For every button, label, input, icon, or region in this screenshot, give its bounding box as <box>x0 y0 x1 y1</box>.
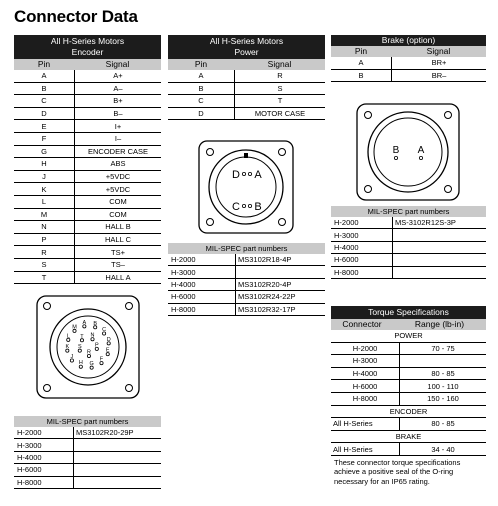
connector-cell: All H-Series <box>331 418 400 431</box>
pin-cell: T <box>14 271 75 284</box>
signal-cell: A+ <box>75 70 162 82</box>
pin-cell: F <box>14 132 75 145</box>
connector-cell: H-4000 <box>331 367 400 380</box>
torque-section-label: BRAKE <box>331 430 486 443</box>
signal-cell: BR– <box>392 69 487 82</box>
torque-col-header <box>331 319 486 330</box>
connector-cell: H-3000 <box>331 355 400 368</box>
col-signal: Signal <box>426 46 451 56</box>
mil-spec-row <box>331 254 486 266</box>
connector-pin-label: A <box>82 319 87 326</box>
pin-cell: R <box>14 246 75 259</box>
model-cell: H-4000 <box>14 451 74 463</box>
signal-cell: HALL A <box>75 271 162 284</box>
pin-cell: N <box>14 221 75 234</box>
brake-pin-table <box>331 57 486 82</box>
encoder-mil-spec <box>14 416 161 489</box>
part-number-cell <box>74 464 162 476</box>
mil-spec-row <box>168 254 325 266</box>
torque-row <box>331 342 486 355</box>
col-pin: Pin <box>194 59 208 69</box>
power-pin-row <box>168 82 325 95</box>
connector-pin-label: R <box>86 349 91 356</box>
torque-section-label: ENCODER <box>331 405 486 418</box>
connector-cell: H-8000 <box>331 392 400 405</box>
power-col-header <box>168 59 325 70</box>
signal-cell: I+ <box>75 120 162 133</box>
signal-cell: ABS <box>75 158 162 171</box>
connector-pin-label: C <box>102 327 107 334</box>
model-cell: H-6000 <box>331 254 393 266</box>
signal-cell: ENCODER CASE <box>75 145 162 158</box>
brake-mil-table <box>331 217 486 279</box>
torque-row <box>331 380 486 393</box>
connector-pin-label: N <box>90 332 95 339</box>
pin-cell: B <box>331 69 392 82</box>
col-pin: Pin <box>354 46 368 56</box>
mil-spec-row <box>331 241 486 253</box>
pin-cell: C <box>168 95 235 108</box>
brake-mil-title: MIL-SPEC part numbers <box>331 206 486 217</box>
signal-cell: BR+ <box>392 57 487 69</box>
part-number-cell: MS3102R20-4P <box>236 278 326 290</box>
torque-row <box>331 392 486 405</box>
brake-pin-row <box>331 57 486 69</box>
connector-pin-label: T <box>80 333 84 340</box>
power-mil-spec <box>168 243 325 316</box>
pin-cell: H <box>14 158 75 171</box>
mil-spec-row <box>14 439 161 451</box>
connector-pin-label: A <box>417 145 425 156</box>
power-mil-table <box>168 254 325 316</box>
brake-pin-row <box>331 69 486 82</box>
encoder-header-line1: All H-Series Motors <box>50 36 125 46</box>
signal-cell: S <box>235 82 326 95</box>
power-mil-title: MIL-SPEC part numbers <box>168 243 325 254</box>
mil-spec-row <box>14 427 161 439</box>
signal-cell: HALL B <box>75 221 162 234</box>
encoder-pin-row <box>14 170 161 183</box>
col-pin: Pin <box>37 59 51 69</box>
signal-cell: B+ <box>75 95 162 108</box>
signal-cell: +5VDC <box>75 170 162 183</box>
connector-cell: H-6000 <box>331 380 400 393</box>
model-cell: H-8000 <box>331 266 393 278</box>
model-cell: H-8000 <box>168 303 236 315</box>
range-cell: 80 - 85 <box>400 367 487 380</box>
brake-col-header <box>331 46 486 57</box>
part-number-cell <box>393 229 487 241</box>
encoder-pin-row <box>14 258 161 271</box>
part-number-cell: MS-3102R12S-3P <box>393 217 487 229</box>
connector-pin <box>248 204 251 207</box>
brake-header: Brake (option) <box>331 35 486 46</box>
part-number-cell <box>393 254 487 266</box>
col-range: Range (lb-in) <box>414 319 465 329</box>
pin-cell: K <box>14 183 75 196</box>
part-number-cell <box>393 266 487 278</box>
torque-section-label: POWER <box>331 330 486 342</box>
pin-cell: B <box>14 82 75 95</box>
part-number-cell: MS3102R18-4P <box>236 254 326 266</box>
connector-pin-label: A <box>254 169 262 181</box>
torque-note: These connector torque specifications achieve a positive seal of the O-ring necessary for an IP65 rating. <box>334 457 461 486</box>
signal-cell: +5VDC <box>75 183 162 196</box>
connector-pin <box>248 172 251 175</box>
power-header-line1: All H-Series Motors <box>209 36 284 46</box>
encoder-pin-row <box>14 158 161 171</box>
signal-cell: TS+ <box>75 246 162 259</box>
pin-cell: J <box>14 170 75 183</box>
signal-cell: B– <box>75 107 162 120</box>
model-cell: H-3000 <box>331 229 393 241</box>
power-pin-table <box>168 70 325 120</box>
mil-spec-row <box>168 266 325 278</box>
signal-cell: MOTOR CASE <box>235 107 326 120</box>
mil-spec-row <box>168 291 325 303</box>
model-cell: H-4000 <box>168 278 236 290</box>
torque-section-row <box>331 330 486 342</box>
connector-pin-label: C <box>232 201 240 213</box>
part-number-cell <box>393 241 487 253</box>
torque-row <box>331 443 486 456</box>
encoder-header <box>14 35 161 59</box>
signal-cell: COM <box>75 208 162 221</box>
connector-pin-label: G <box>89 361 94 368</box>
connector-pin-label: B <box>392 145 400 156</box>
brake-mil-spec <box>331 206 486 279</box>
signal-cell: HALL C <box>75 233 162 246</box>
encoder-pin-row <box>14 107 161 120</box>
part-number-cell <box>74 451 162 463</box>
connector-pin-label: B <box>93 320 98 327</box>
connector-pin <box>394 156 397 159</box>
encoder-mil-title: MIL-SPEC part numbers <box>14 416 161 427</box>
mil-spec-row <box>331 266 486 278</box>
col-signal: Signal <box>105 59 130 69</box>
encoder-pin-row <box>14 221 161 234</box>
encoder-col-header <box>14 59 161 70</box>
signal-cell: R <box>235 70 326 82</box>
model-cell: H-2000 <box>331 217 393 229</box>
pin-cell: S <box>14 258 75 271</box>
range-cell: 150 - 160 <box>400 392 487 405</box>
model-cell: H-8000 <box>14 476 74 488</box>
pin-cell: P <box>14 233 75 246</box>
torque-table <box>331 330 486 456</box>
mil-spec-row <box>331 217 486 229</box>
part-number-cell <box>74 476 162 488</box>
connector-pin <box>242 172 245 175</box>
model-cell: H-3000 <box>168 266 236 278</box>
range-cell: 34 - 40 <box>400 443 487 456</box>
part-number-cell <box>236 266 326 278</box>
mil-spec-row <box>14 464 161 476</box>
connector-cell: All H-Series <box>331 443 400 456</box>
encoder-pin-row <box>14 145 161 158</box>
pin-cell: E <box>14 120 75 133</box>
model-cell: H-2000 <box>168 254 236 266</box>
encoder-connector-drawing <box>36 294 140 400</box>
pin-cell: A <box>168 70 235 82</box>
brake-section <box>331 35 486 82</box>
encoder-pin-row <box>14 183 161 196</box>
encoder-pin-row <box>14 271 161 284</box>
model-cell: H-2000 <box>14 427 74 439</box>
part-number-cell: MS3102R20-29P <box>74 427 162 439</box>
page-title: Connector Data <box>14 7 138 26</box>
encoder-header-line2: Encoder <box>71 47 104 57</box>
connector-pin-label: H <box>78 360 83 367</box>
connector-pin-label: D <box>106 336 111 343</box>
pin-cell: D <box>14 107 75 120</box>
pin-cell: L <box>14 195 75 208</box>
connector-pin-label: J <box>70 353 74 360</box>
pin-cell: G <box>14 145 75 158</box>
connector-pin-label: M <box>72 324 77 331</box>
mil-spec-row <box>14 476 161 488</box>
connector-pin-label: K <box>65 344 70 351</box>
pin-cell: D <box>168 107 235 120</box>
encoder-pin-row <box>14 233 161 246</box>
range-cell: 80 - 85 <box>400 418 487 431</box>
power-pin-row <box>168 107 325 120</box>
signal-cell: TS– <box>75 258 162 271</box>
pin-cell: C <box>14 95 75 108</box>
connector-pin-label: L <box>66 333 70 340</box>
connector-pin <box>419 156 422 159</box>
col-signal: Signal <box>267 59 292 69</box>
mil-spec-row <box>168 303 325 315</box>
encoder-section <box>14 35 161 284</box>
signal-cell: COM <box>75 195 162 208</box>
range-cell: 70 - 75 <box>400 342 487 355</box>
connector-pin-label: P <box>94 342 99 349</box>
col-connector: Connector <box>342 319 382 329</box>
power-connector-drawing <box>198 140 294 234</box>
power-header <box>168 35 325 59</box>
signal-cell: I– <box>75 132 162 145</box>
connector-pin-label: F <box>99 356 104 363</box>
signal-cell: T <box>235 95 326 108</box>
encoder-pin-row <box>14 195 161 208</box>
power-pin-row <box>168 95 325 108</box>
encoder-pin-row <box>14 95 161 108</box>
torque-section-row <box>331 405 486 418</box>
part-number-cell: MS3102R24-22P <box>236 291 326 303</box>
mil-spec-row <box>331 229 486 241</box>
range-cell: 100 - 110 <box>400 380 487 393</box>
pin-cell: A <box>14 70 75 82</box>
connector-pin-label: S <box>77 344 82 351</box>
power-header-line2: Power <box>234 47 259 57</box>
torque-row <box>331 367 486 380</box>
connector-cell: H-2000 <box>331 342 400 355</box>
connector-pin-label: B <box>254 201 262 213</box>
connector-pin-label: E <box>105 347 110 354</box>
encoder-pin-row <box>14 246 161 259</box>
model-cell: H-4000 <box>331 241 393 253</box>
torque-row <box>331 418 486 431</box>
model-cell: H-3000 <box>14 439 74 451</box>
pin-cell: A <box>331 57 392 69</box>
pin-cell: M <box>14 208 75 221</box>
mil-spec-row <box>14 451 161 463</box>
connector-pin-label: D <box>232 169 240 181</box>
torque-header: Torque Specifications <box>331 306 486 319</box>
pin-cell: B <box>168 82 235 95</box>
range-cell <box>400 355 487 368</box>
encoder-pin-row <box>14 208 161 221</box>
encoder-pin-row <box>14 132 161 145</box>
model-cell: H-6000 <box>14 464 74 476</box>
signal-cell: A– <box>75 82 162 95</box>
encoder-mil-table <box>14 427 161 489</box>
torque-section-row <box>331 430 486 443</box>
encoder-pin-table <box>14 70 161 284</box>
part-number-cell: MS3102R32-17P <box>236 303 326 315</box>
power-pin-row <box>168 70 325 82</box>
torque-row <box>331 355 486 368</box>
encoder-pin-row <box>14 82 161 95</box>
brake-connector-drawing <box>356 103 460 201</box>
connector-pin <box>242 204 245 207</box>
encoder-pin-row <box>14 70 161 82</box>
torque-section <box>331 306 486 486</box>
model-cell: H-6000 <box>168 291 236 303</box>
part-number-cell <box>74 439 162 451</box>
power-section <box>168 35 325 120</box>
encoder-pin-row <box>14 120 161 133</box>
mil-spec-row <box>168 278 325 290</box>
